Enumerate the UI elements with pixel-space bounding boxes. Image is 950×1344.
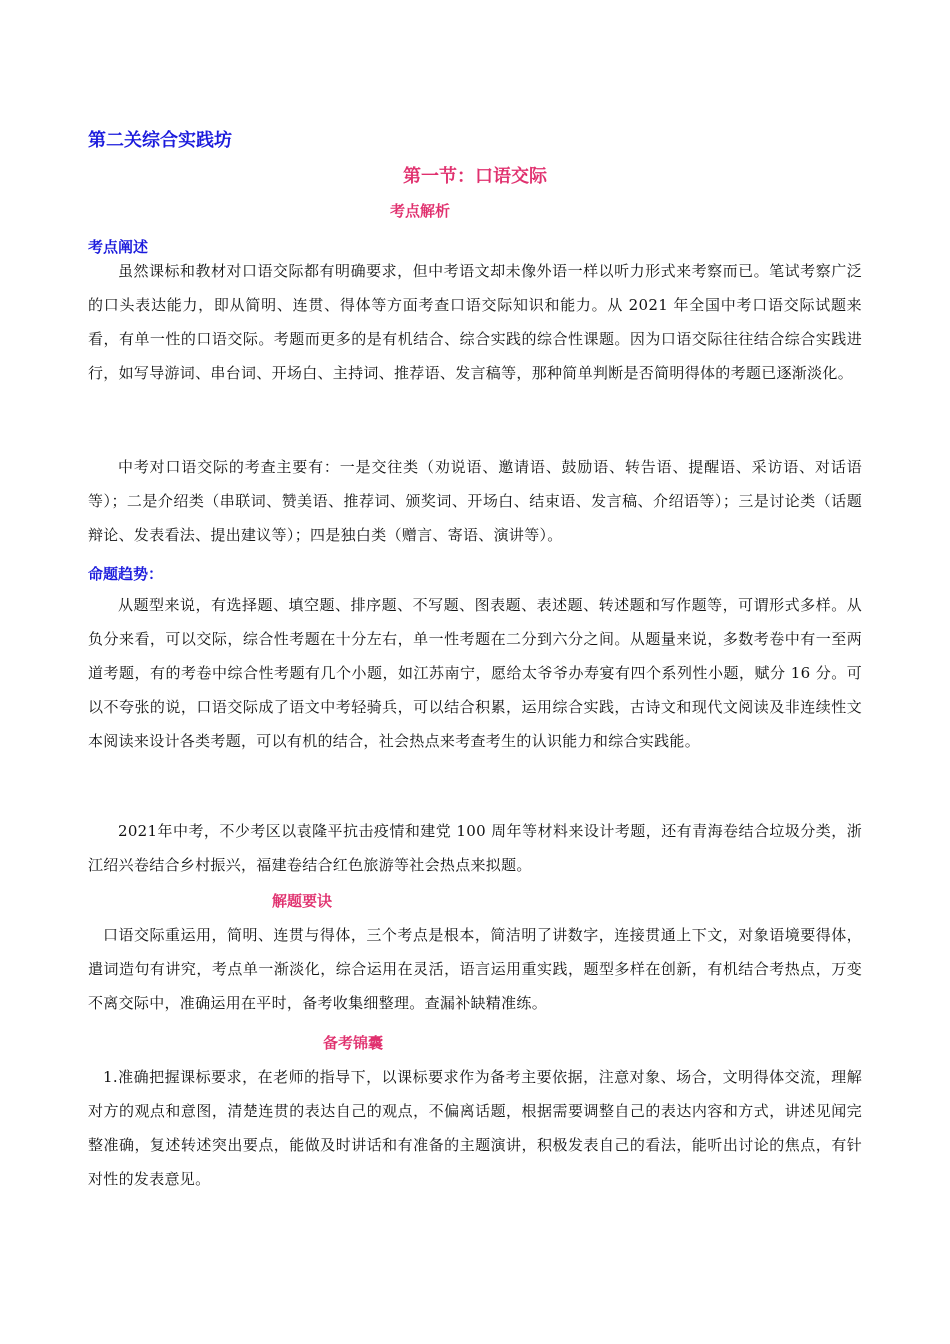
trend-heading: 命题趋势： [88, 565, 164, 583]
tips-heading: 解题要诀 [272, 892, 333, 910]
prep-paragraph: 1.准确把握课标要求，在老师的指导下，以课标要求作为备考主要依据，注意对象、场合，文明得体交流，理解对方的观点和意图，清楚连贯的表达自己的观点，不偏离话题，根据需要调整自己的表达内容和方式，讲述见闻完整准确，复述转述突出要点，能做及时讲话和有准备的主题演讲，积极发表自己的看法，能听出讨论的焦点，有针对性的发表意见。 [88, 1068, 862, 1188]
trend-paragraph-1: 从题型来说，有选择题、填空题、排序题、不写题、图表题、表述题、转述题和写作题等，可谓形式多样。从负分来看，可以交际，综合性考题在十分左右，单一性考题在二分到六分之间。从题量来说，多数考卷中有一至两道考题，有的考卷中综合性考题有几个小题，如江苏南宁，愿给太爷爷办寿宴有四个系列性小题，赋分 16 分。可以不夸张的说，口语交际成了语文中考轻骑兵，可以结合积累，运用综合实践，古诗文和现代文阅读及非连续性文本阅读来设计各类考题，可以有机的结合，社会热点来考查考生的认识能力和综合实践能。 [88, 596, 862, 750]
section-title: 第一节：口语交际 [403, 166, 547, 187]
trend-paragraph-2: 2021年中考，不少考区以袁隆平抗击疫情和建党 100 周年等材料来设计考题，还有青海卷结合垃圾分类，浙江绍兴卷结合乡村振兴，福建卷结合红色旅游等社会热点来拟题。 [88, 822, 862, 874]
overview-paragraph-2: 中考对口语交际的考查主要有：一是交往类（劝说语、邀请语、鼓励语、转告语、提醒语、采访语、对话语等）；二是介绍类（串联词、赞美语、推荐词、颁奖词、开场白、结束语、发言稿、介绍语等）；三是讨论类（话题辩论、发表看法、提出建议等）；四是独白类（赠言、寄语、演讲等）。 [88, 458, 862, 544]
prep-heading: 备考锦囊 [323, 1034, 384, 1052]
chapter-title: 第二关综合实践坊 [88, 130, 232, 151]
tips-paragraph: 口语交际重运用，简明、连贯与得体，三个考点是根本，简洁明了讲数字，连接贯通上下文，对象语境要得体，遣词造句有讲究，考点单一渐淡化，综合运用在灵活，语言运用重实践，题型多样在创新，有机结合考热点，万变不离交际中，准确运用在平时，备考收集细整理。查漏补缺精准练。 [88, 926, 862, 1012]
overview-heading: 考点阐述 [88, 238, 149, 256]
overview-paragraph-1: 虽然课标和教材对口语交际都有明确要求，但中考语文却未像外语一样以听力形式来考察而已。笔试考察广泛的口头表达能力，即从简明、连贯、得体等方面考查口语交际知识和能力。从 2021 年全国中考口语交际试题来看，有单一性的口语交际。考题而更多的是有机结合、综合实践的综合性课题。因为口语交际往往结合综合实践进行，如写导游词、串台词、开场白、主持词、推荐语、发言稿等，那种简单判断是否简明得体的考题已逐渐淡化。 [88, 262, 862, 382]
analysis-title: 考点解析 [389, 202, 450, 220]
